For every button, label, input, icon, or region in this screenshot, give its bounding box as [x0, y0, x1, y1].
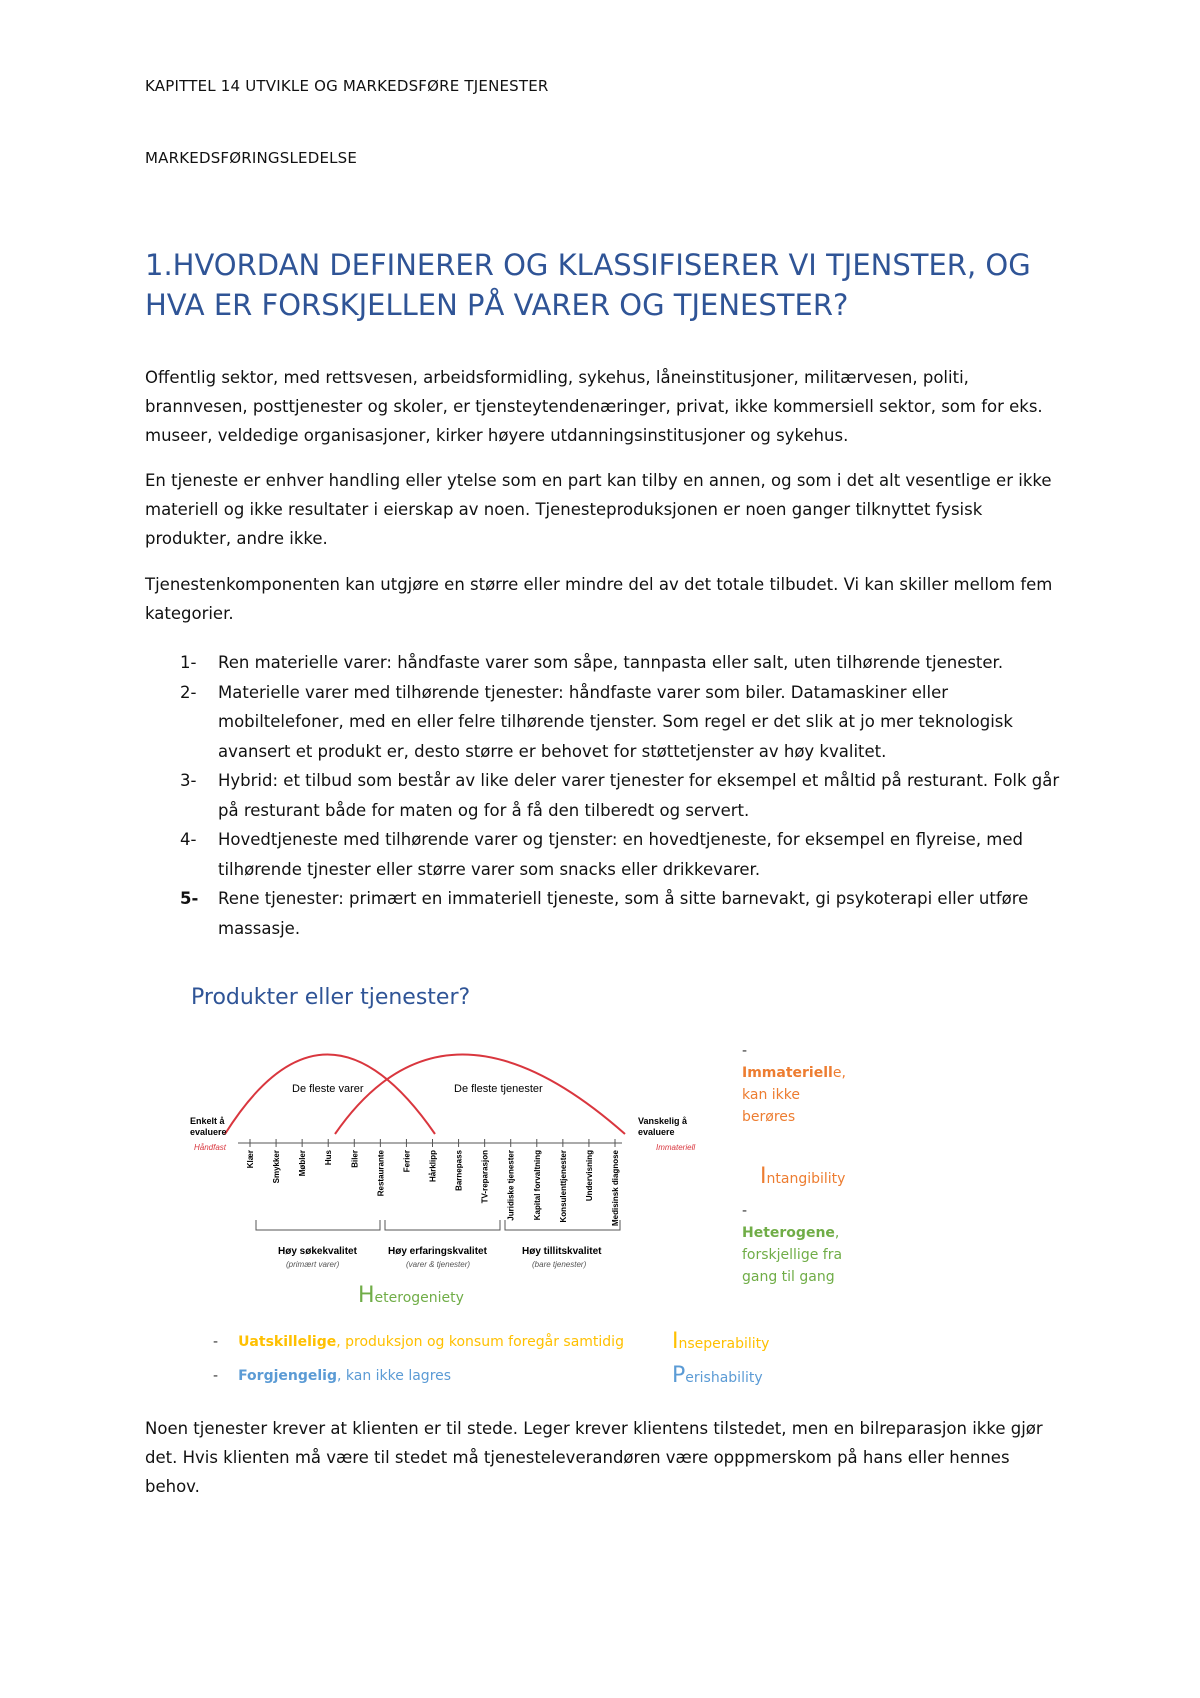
list-number: 4-: [180, 830, 197, 849]
item-label: Hus: [324, 1150, 334, 1166]
note-heterogeniety: [358, 1285, 464, 1309]
note-intangibility-cap: I: [760, 1164, 767, 1189]
brace-search: [256, 1220, 380, 1230]
note-perishability-cap: P: [672, 1363, 686, 1388]
section-heading: 1.HVORDAN DEFINERER OG KLASSIFISERER VI TJENSTER, OG HVA ER FORSKJELLEN PÅ VARER OG TJENESTER?: [145, 248, 1031, 322]
note-immateriell-bold: Immateriell: [742, 1065, 833, 1081]
note-heterogeniety-rest: eterogeniety: [374, 1290, 464, 1306]
list-text: Hybrid: et tilbud som består av like deler varer tjenester for eksempel et måltid på resturant. Folk går på resturant både for maten og for å få den tilberedt og servert.: [218, 771, 1060, 820]
item-label: Biler: [350, 1150, 360, 1168]
right-axis-label: Immateriell: [656, 1143, 696, 1152]
list-text: Rene tjenester: primært en immateriell tjeneste, som å sitte barnevakt, gi psykoterapi eller utføre massasje.: [218, 889, 1029, 938]
figure-title: Produkter eller tjenester?: [191, 985, 471, 1010]
left-axis-label: Håndfast: [194, 1143, 227, 1152]
note-dash: -: [742, 1043, 748, 1059]
right-end-line-2: evaluere: [638, 1127, 675, 1137]
item-label: Juridiske tjenester: [506, 1150, 516, 1221]
note-dash: -: [213, 1368, 219, 1384]
left-end-line-1: Enkelt å: [190, 1116, 225, 1126]
category-list: [180, 648, 1060, 943]
list-number: 3-: [180, 771, 197, 790]
list-item: [180, 825, 1060, 884]
list-item: [180, 648, 1060, 678]
note-forgjengelig-rest: , kan ikke lagres: [337, 1368, 452, 1384]
note-immateriell: [742, 1040, 850, 1128]
list-number: 2-: [180, 682, 197, 702]
list-item: [180, 884, 1060, 943]
item-label: Klær: [246, 1150, 255, 1169]
note-inseperability-rest: nseperability: [678, 1336, 770, 1352]
paragraph-categories-intro: Tjenestenkomponenten kan utgjøre en større eller mindre del av det totale tilbudet. Vi kan skiller mellom fem kategorier.: [145, 575, 1053, 623]
note-inseperability: [672, 1331, 769, 1355]
note-uatskillelige-bold: Uatskillelige: [238, 1334, 337, 1350]
list-item: [180, 766, 1060, 825]
item-label: Undervisning: [584, 1150, 594, 1202]
item-label: Hårklipp: [428, 1150, 438, 1183]
list-number: 5-: [180, 889, 199, 908]
goods-services-figure: [190, 1020, 720, 1290]
item-label: Møbler: [298, 1150, 308, 1177]
right-end-line-1: Vanskelig å: [638, 1116, 688, 1126]
curve-right-label: De fleste tjenester: [454, 1083, 543, 1095]
note-inseperability-cap: I: [672, 1329, 679, 1354]
item-label: TV-reparasjon: [480, 1150, 490, 1204]
note-forgjengelig-bold: Forgjengelig: [238, 1368, 337, 1384]
group-experience-title: Høy erfaringskvalitet: [388, 1246, 487, 1257]
item-label: Restaurante: [376, 1150, 386, 1197]
group-experience-sub: (varer & tjenester): [406, 1260, 471, 1269]
note-heterogene: [742, 1200, 850, 1288]
paragraph-public-sector: Offentlig sektor, med rettsvesen, arbeidsformidling, sykehus, låneinstitusjoner, militærvesen, politi, brannvesen, posttjenester og skoler, er tjensteytendenæringer, privat, ikke kommersiell sektor, som for eks. museer, veldedige organisasjoner, kirker høyere utdanningsinstitusjoner og sykehus.: [145, 368, 1043, 445]
item-label: Smykker: [272, 1150, 282, 1184]
course-header: MARKEDSFØRINGSLEDELSE: [145, 149, 358, 167]
group-credence-title: Høy tillitskvalitet: [522, 1246, 602, 1257]
note-forgjengelig: [213, 1365, 451, 1387]
chapter-header: KAPITTEL 14 UTVIKLE OG MARKEDSFØRE TJENESTER: [145, 77, 549, 95]
paragraph-client-presence: Noen tjenester krever at klienten er til stede. Leger krever klientens tilstedet, men en bilreparasjon ikke gjør det. Hvis klienten må være til stedet må tjenesteleverandøren være opppmerskom på hans eller hennes behov.: [145, 1419, 1043, 1496]
item-label: Medisinsk diagnose: [611, 1150, 620, 1227]
item-labels: [246, 1139, 620, 1226]
note-heterogeniety-cap: H: [358, 1283, 375, 1308]
left-end-line-2: evaluere: [190, 1127, 227, 1137]
item-label: Kapital forvaltning: [532, 1150, 542, 1221]
note-immateriell-rest: e, kan ikke berøres: [742, 1065, 846, 1125]
list-text: Ren materielle varer: håndfaste varer som såpe, tannpasta eller salt, uten tilhørende tjenester.: [218, 653, 1004, 672]
note-heterogene-rest: , forskjellige fra gang til gang: [742, 1225, 843, 1285]
item-label: Barnepass: [454, 1150, 464, 1191]
brace-experience: [385, 1220, 500, 1230]
paragraph-service-definition: En tjeneste er enhver handling eller ytelse som en part kan tilby en annen, og som i det alt vesentlige er ikke materiell og ikke resultater i eierskap av noen. Tjenesteproduksjonen er noen ganger tilknyttet fysisk produkter, andre ikke.: [145, 471, 1052, 548]
curve-left-label: De fleste varer: [292, 1083, 364, 1095]
note-perishability-rest: erishability: [685, 1370, 763, 1386]
group-search-sub: (primært varer): [286, 1260, 340, 1269]
note-uatskillelige: [213, 1331, 624, 1353]
list-item: [180, 678, 1060, 767]
group-credence-sub: (bare tjenester): [532, 1260, 587, 1269]
note-intangibility: [760, 1166, 845, 1190]
item-label: Ferier: [402, 1150, 412, 1173]
list-text: Hovedtjeneste med tilhørende varer og tjenster: en hovedtjeneste, for eksempel en flyreise, med tilhørende tjnester eller større varer som snacks eller drikkevarer.: [218, 830, 1024, 879]
list-text: Materielle varer med tilhørende tjenester: håndfaste varer som biler. Datamaskiner eller mobiltelefoner, med en eller felre tilhørende tjenster. Som regel er det slik at jo mer teknologisk avansert et produkt er, desto større er behovet for støttetjenster av høy kvalitet.: [218, 682, 1013, 761]
note-uatskillelige-rest: , produksjon og konsum foregår samtidig: [336, 1334, 624, 1350]
note-dash: -: [742, 1203, 748, 1219]
note-dash: -: [213, 1334, 219, 1350]
group-search-title: Høy søkekvalitet: [278, 1246, 357, 1257]
item-label: Konsulenttjenester: [558, 1150, 568, 1223]
note-perishability: [672, 1365, 763, 1389]
note-intangibility-rest: ntangibility: [766, 1171, 846, 1187]
note-heterogene-bold: Heterogene: [742, 1225, 835, 1241]
list-number: 1-: [180, 653, 197, 672]
